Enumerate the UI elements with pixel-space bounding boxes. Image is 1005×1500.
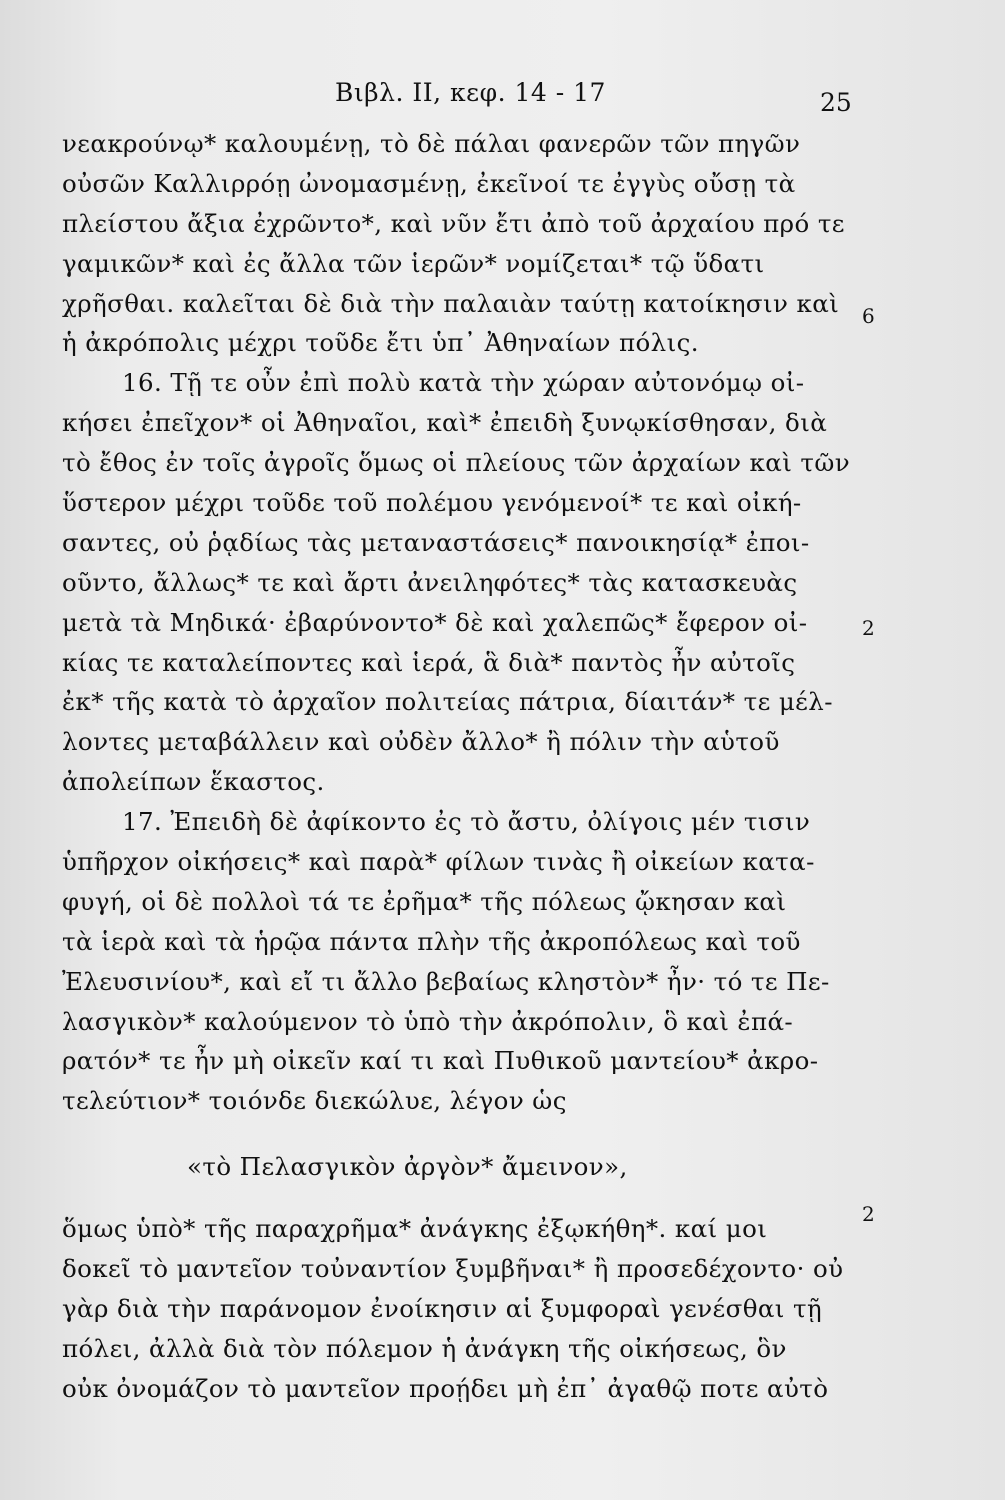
text-line: οῦντο, ἄλλως* τε καὶ ἄρτι ἀνειληφότες* τὰς κατασκευὰς (62, 567, 798, 597)
text-line: ὕστερον μέχρι τοῦδε τοῦ πολέμου γενόμενοί* τε καὶ οἰκή- (62, 488, 802, 518)
text-line: ὅμως ὑπὸ* τῆς παραχρῆμα* ἀνάγκης ἐξῳκήθη*. καί μοι (62, 1214, 768, 1244)
section-16-start: 16. Τῇ τε οὖν ἐπὶ πολὺ κατὰ τὴν χώραν αὐτονόμῳ οἰ- (122, 368, 805, 398)
text-line: τὸ ἔθος ἐν τοῖς ἀγροῖς ὅμως οἱ πλείους τῶν ἀρχαίων καὶ τῶν (62, 448, 851, 478)
text-line: μετὰ τὰ Μηδικά· ἐβαρύνοντο* δὲ καὶ χαλεπῶς* ἔφερον οἰ- (62, 607, 808, 637)
text-line: πλείστου ἄξια ἐχρῶντο*, καὶ νῦν ἔτι ἀπὸ τοῦ ἀρχαίου πρό τε (62, 208, 845, 238)
text-line: οὐκ ὀνομάζον τὸ μαντεῖον προῄδει μὴ ἐπ᾿ ἀγαθῷ ποτε αὐτὸ (62, 1373, 829, 1403)
text-line: Ἐλευσινίου*, καὶ εἴ τι ἄλλο βεβαίως κληστὸν* ἦν· τό τε Πε- (62, 966, 830, 996)
running-head: Βιβλ. ΙΙ, κεφ. 14 - 17 (335, 78, 606, 107)
text-line: ὑπῆρχον οἰκήσεις* καὶ παρὰ* φίλων τινὰς ἢ οἰκείων κατα- (62, 847, 815, 877)
text-line: ἐκ* τῆς κατὰ τὸ ἀρχαῖον πολιτείας πάτρια, δίαιτάν* τε μέλ- (62, 687, 833, 717)
text-line: σαντες, οὐ ῥᾳδίως τὰς μεταναστάσεις* πανοικησίᾳ* ἐποι- (62, 527, 810, 557)
text-line: λοντες μεταβάλλειν καὶ οὐδὲν ἄλλο* ἢ πόλιν τὴν αὑτοῦ (62, 727, 780, 757)
text-line: λασγικὸν* καλούμενον τὸ ὑπὸ τὴν ἀκρόπολιν, ὃ καὶ ἐπά- (62, 1006, 794, 1036)
text-line: οὐσῶν Καλλιρρόῃ ὠνομασμένῃ, ἐκεῖνοί τε ἐγγὺς οὔσῃ τὰ (62, 168, 796, 198)
text-line: γὰρ διὰ τὴν παράνομον ἐνοίκησιν αἱ ξυμφοραὶ γενέσθαι τῇ (62, 1293, 823, 1323)
text-line: κίας τε καταλείποντες καὶ ἱερά, ἃ διὰ* παντὸς ἦν αὐτοῖς (62, 647, 796, 677)
margin-section-number: 2 (862, 1202, 875, 1226)
text-line: νεακρούνῳ* καλουμένῃ, τὸ δὲ πάλαι φανερῶν τῶν πηγῶν (62, 129, 801, 158)
text-line: τὰ ἱερὰ καὶ τὰ ἡρῷα πάντα πλὴν τῆς ἀκροπόλεως καὶ τοῦ (62, 926, 801, 956)
text-line: δοκεῖ τὸ μαντεῖον τοὐναντίον ξυμβῆναι* ἢ προσεδέχοντο· οὐ (62, 1254, 844, 1284)
text-line: πόλει, ἀλλὰ διὰ τὸν πόλεμον ἡ ἀνάγκη τῆς οἰκήσεως, ὃν (62, 1333, 787, 1363)
margin-section-number: 2 (862, 616, 875, 640)
text-line: κήσει ἐπεῖχον* οἱ Ἀθηναῖοι, καὶ* ἐπειδὴ ξυνῳκίσθησαν, διὰ (62, 408, 828, 438)
text-line: τελεύτιον* τοιόνδε διεκώλυε, λέγον ὡς (62, 1086, 567, 1116)
text-line: ἡ ἀκρόπολις μέχρι τοῦδε ἔτι ὑπ᾿ Ἀθηναίων πόλις. (62, 328, 699, 358)
page-header (0, 74, 1005, 117)
oracle-quote: «τὸ Πελασγικὸν ἀργὸν* ἄμεινον», (187, 1152, 628, 1182)
text-line: γαμικῶν* καὶ ἐς ἄλλα τῶν ἱερῶν* νομίζεται* τῷ ὕδατι (62, 248, 765, 278)
text-line: φυγή, οἱ δὲ πολλοὶ τά τε ἐρῆμα* τῆς πόλεως ᾤκησαν καὶ (62, 886, 787, 916)
body-text (62, 124, 875, 1409)
text-line: ρατόν* τε ἦν μὴ οἰκεῖν καί τι καὶ Πυθικοῦ μαντείου* ἀκρο- (62, 1046, 819, 1076)
margin-section-number: 6 (862, 304, 875, 328)
text-line: χρῆσθαι. καλεῖται δὲ διὰ τὴν παλαιὰν ταύτῃ κατοίκησιν καὶ (62, 288, 840, 318)
section-17-start: 17. Ἐπειδὴ δὲ ἀφίκοντο ἐς τὸ ἄστυ, ὀλίγοις μέν τισιν (122, 807, 811, 837)
text-line: ἀπολείπων ἕκαστος. (62, 767, 325, 797)
page-number: 25 (820, 88, 852, 117)
